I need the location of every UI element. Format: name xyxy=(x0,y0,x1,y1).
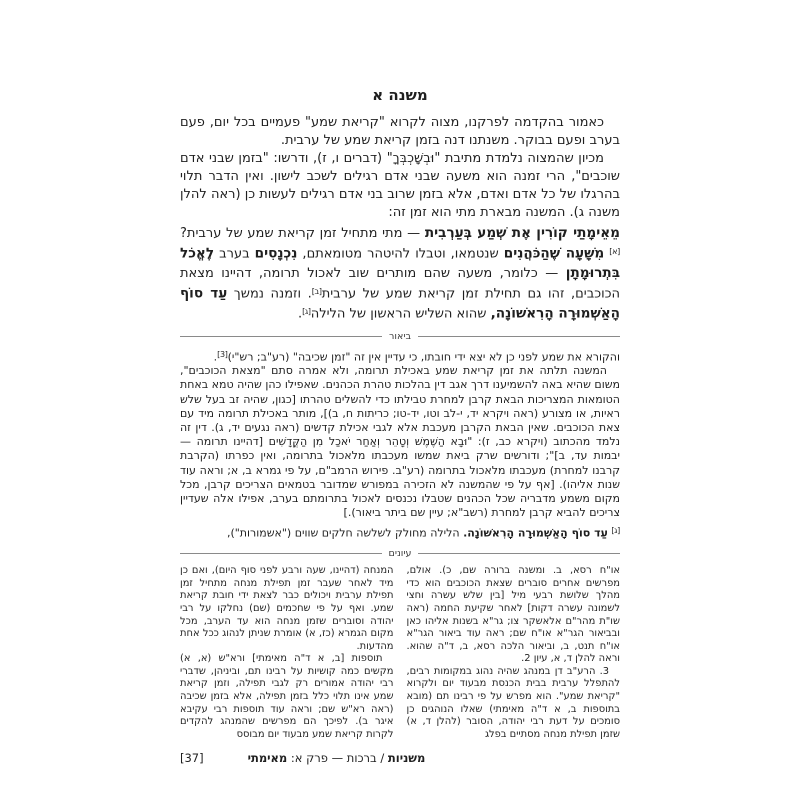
text-run: בערב xyxy=(214,246,255,262)
iyunim-divider xyxy=(180,548,620,559)
iyunim-divider-label: עיונים xyxy=(388,548,412,560)
text-run: מִשָּׁעָה שֶׁהַכֹּהֲנִים xyxy=(503,245,605,262)
mishnah-header: משנה א xyxy=(372,86,428,104)
iyunim-right-paragraph-2: 3. הרע"ב דן במנהג שהיה נהוג במקומות רבים, להתפלל ערבית בבית הכנסת מבעוד יום ולקרוא "קריאת שמע". הוא מפרש על פי רבינו תם (מובא בתוספות ב, א ד"ה מאימתי) שאלו הנוהגים כן סומכים על דעת רבי יהודה, הסובר (להלן ד, א) שזמן תפילת מנחה מסתיים בפלג xyxy=(406,665,620,740)
text-run: מאימתי xyxy=(247,751,288,766)
book-page xyxy=(180,86,620,765)
mishnah-text xyxy=(180,224,620,324)
iyunim-left-column xyxy=(180,565,394,741)
text-run: מֵאֵימָתַי קוֹרִין אֶת שְׁמַע בְּעַרְבִית xyxy=(424,225,620,241)
page-footer xyxy=(180,751,620,765)
text-run: שנטמאו, וטבלו להיטהר מטומאתם, xyxy=(297,246,504,262)
beur-paragraph-3 xyxy=(180,524,620,541)
beur-divider-label: ביאור xyxy=(389,330,411,342)
iyunim-right-column xyxy=(407,565,621,741)
text-run: / ברכות — פרק א: xyxy=(287,751,388,766)
text-run: שהוא השליש הראשון של הלילה xyxy=(310,306,491,322)
iyunim-section xyxy=(180,565,620,741)
text-run: . xyxy=(297,306,303,322)
text-run: [3] xyxy=(217,349,228,359)
intro-paragraph-1: כאמור בהקדמה לפרקנו, מצוה לקרוא "קריאת שמע" פעמיים בכל יום, פעם בערב ופעם בבוקר. משנתנו דנה בזמן קריאת שמע של ערבית. xyxy=(180,115,620,148)
text-run: [ג] xyxy=(611,526,620,536)
beur-paragraph-2: המשנה תלתה את זמן קריאת שמע באכילת תרומה, ולא אמרה סתם "מצאת הכוכבים", משום שהיא באה להשמיענו דרך אגב דין בהלכות טהרת הכהנים. שאפילו כהן שהיה טמא באחת הטומאות המצריכות הבאת קרבן למחרת טבילתו כדי להשלים טהרתו [כגון, שהיה זב בעל שלש ראיות, או מצורע (ראה ויקרא יד, י-לב וטו, יד-טו; כריתות ח, ב)], מותר באכילת תרומה מיד עם צאת הכוכבים. שאין הבאת הקרבן מעכבת אלא לגבי אכילת קדשים (ראה נגעים יד, ג). דין זה נלמד מהכתוב (ויקרא כב, ז): "וּבָא הַשֶּׁמֶשׁ וְטָהֵר וְאַחַר יֹאכַל מִן הַקֳּדָשִׁים [דהיינו תרומה — יבמות עד, ב]"; ודורשים שרק ביאת שמשו מעכבתו מלאכול בתרומה, ואין כפרתו (הקרבת קרבנו למחרת) מעכבתו מלאכול בתרומה (רע"ב. פירוש הרמב"ם, על פי גמרא ב, א; וראה עוד שנות אליהו). [אף על פי שהמשנה לא הזכירה במפורש שמדובר בטמאים הצריכים קרבן, מכל מקום משמע מדבריה שכל הכהנים שטבלו נכנסים לאכול בתרומתם בערב, אפילו אלה שעדיין צריכים להביא קרבן למחרת (רשב"א; עיין שם ביתר ביאור).] xyxy=(180,364,620,520)
beur-divider xyxy=(180,331,620,342)
intro-paragraph-2: מכיון שהמצוה נלמדת מתיבת "וּבְשָׁכְבְּךָ" (דברים ו, ז), ודרשו: "בזמן שבני אדם שוכבים", הרי זמנה הוא משעה שבני אדם רגילים לשכב לישון. ואין הדבר תלוי בהרגלו של כל אדם ואדם, אלא בזמן שרוב בני אדם רגילים לעשות כן (ראה להלן משנה ג). המשנה מבארת מתי הוא זמן זה: xyxy=(180,151,620,220)
beur-section xyxy=(180,348,620,542)
text-run: [ג] xyxy=(302,307,311,316)
page-number: [37] xyxy=(180,751,204,766)
text-run: — מתי מתחיל זמן קריאת שמע של ערבית? xyxy=(180,226,425,241)
iyunim-left-paragraph-2: תוספות [ב, א ד"ה מאימתי] ורא"ש (א, א) מקשים כמה קושיות על רבינו תם, וביניהן, שדברי רבי יהודה אמורים רק לגבי תפילה, וזמן קריאת שמע אינו תלוי כלל בזמן תפילה, אלא בזמן שכיבה (ראה רא"ש שם; וראה עוד תוספות רבי עקיבא איגר ב). לפיכך הם מפרשים שהמנהג להקדים לקרות קריאת שמע מבעוד יום מבוסס xyxy=(180,653,394,740)
text-run: [א] xyxy=(609,247,620,256)
text-run: נִכְנָסִים xyxy=(254,245,298,262)
text-run: עַד סוֹף הָאַשְׁמוּרָה הָרִאשׁוֹנָה. xyxy=(463,526,608,540)
text-run: . xyxy=(213,350,218,363)
text-run: והקורא את שמע לפני כן לא יצא ידי חובתו, כי עדיין אין זה "זמן שכיבה" (רע"ב; רש"י) xyxy=(227,350,620,363)
text-run: לֶאֱכֹל בִּתְרוּמָתָן xyxy=(180,245,620,281)
footer-title xyxy=(248,751,426,765)
text-run: משניות xyxy=(387,751,426,766)
text-run: . וזמנה נמשך xyxy=(227,286,312,301)
iyunim-right-paragraph-1: או"ח רסא, ב. ומשנה ברורה שם, כ). אולם, מפרשים אחרים סוברים שצאת הכוכבים הוא כדי מהלך שלושת רבעי מיל [בין שלש עשרה וחצי לשמונה עשרה דקות] לאחר שקיעת החמה (ראה שו"ת מהר"ם אלאשקר צו; גר"א בשנות אליהו כאן ובביאור הגר"א או"ח שם; ראה עוד ביאור הגר"א או"ח תנט, ב, וביאור הלכה רסא, ב, ד"ה שהוא. וראה להלן ד, א, עיון 2. xyxy=(406,565,620,665)
text-run: — כלומר, משעה שהם מותרים שוב לאכול תרומה, דהיינו מצאת הכוכבים, זהו גם תחילת זמן קריאת שמע של ערבית xyxy=(180,265,621,301)
text-run: הלילה מחולק לשלשה חלקים שווים ("אשמורות"), xyxy=(226,526,464,540)
iyunim-left-paragraph-1: המנחה (דהיינו, שעה ורבע לפני סוף היום), ואם כן מיד לאחר שעבר זמן תפילת מנחה מתחיל זמן תפילת ערבית ויכולים כבר לצאת ידי חובת קריאת שמע. ואף על פי שחכמים (שם) נחלקו על רבי יהודה וסוברים שזמן מנחה הוא עד הערב, מכל מקום הגמרא (כז, א) אומרת שניתן לנהוג ככל אחת מהדעות. xyxy=(180,565,394,652)
beur-paragraph-1 xyxy=(180,348,620,365)
text-run: [ב] xyxy=(311,286,322,296)
text-run: עַד סוֹף הָאַשְׁמוּרָה הָרִאשׁוֹנָה, xyxy=(180,285,620,322)
